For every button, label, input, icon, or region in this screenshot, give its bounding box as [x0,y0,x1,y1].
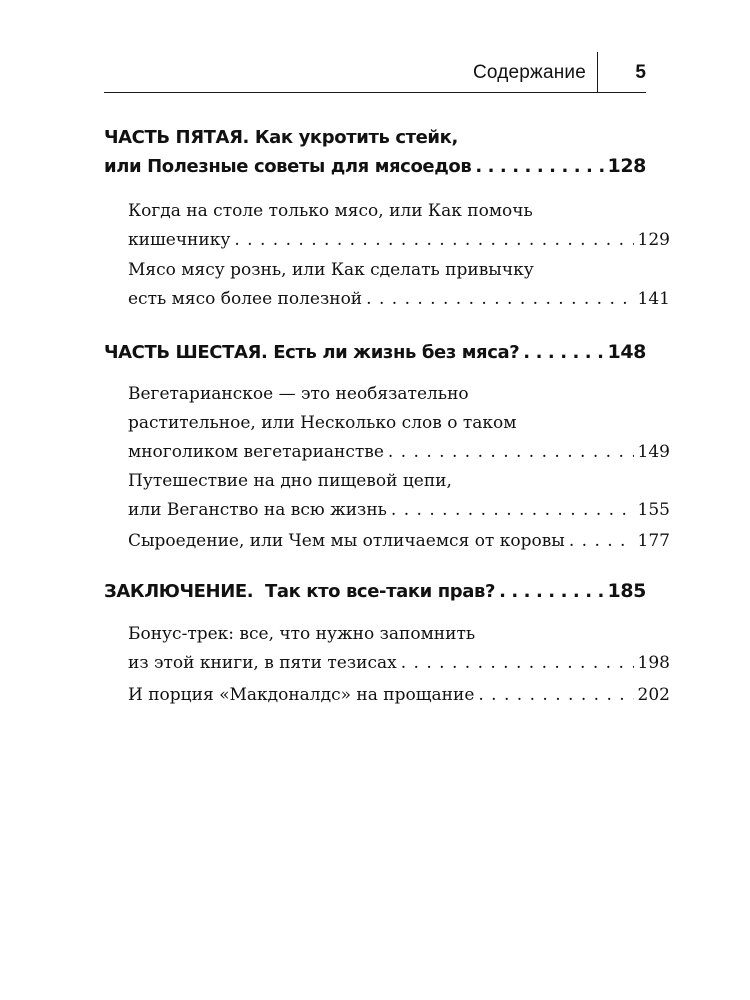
leader-dots [234,226,633,255]
leader-dots [391,496,634,525]
toc-part-6-title: ЧАСТЬ ШЕСТАЯ. Есть ли жизнь без мяса? . . . 148 [104,338,646,367]
toc-entry[interactable]: Вегетарианское — это необязательно растительное, или Несколько слов о таком многоликом вегетарианстве . . . 149 [104,380,670,467]
toc-conclusion[interactable] [104,577,646,606]
toc-entry[interactable]: Когда на столе только мясо, или Как помочь кишечнику . . . 129 [104,197,670,255]
header-divider [597,52,598,92]
toc-entry[interactable]: Сыроедение, или Чем мы отличаемся от коровы . . . 177 [104,527,670,556]
toc-page-number: 155 [637,500,670,520]
toc-page-number: 128 [607,155,646,177]
toc-page-number: 149 [637,442,670,462]
leader-dots [478,681,633,710]
toc-entry[interactable]: Путешествие на дно пищевой цепи, или Веганство на всю жизнь . . . 155 [104,467,670,525]
toc-entry[interactable]: Бонус-трек: все, что нужно запомнить из этой книги, в пяти тезисах . . . 198 [104,620,670,678]
toc-conclusion-title: ЗАКЛЮЧЕНИЕ. Так кто все-таки прав? . . . 185 [104,577,646,606]
leader-dots [401,649,634,678]
leader-dots [499,577,603,606]
header-title: Содержание [472,62,586,83]
toc-entry[interactable]: Мясо мясу рознь, или Как сделать привычку есть мясо более полезной . . . 141 [104,256,670,314]
toc-part-6[interactable] [104,338,646,367]
toc-part-5-title-line-2: или Полезные советы для мясоедов . . . 128 [104,152,646,181]
leader-dots [523,338,603,367]
toc-page-number: 141 [637,289,670,309]
toc-part-5-title-line-1: ЧАСТЬ ПЯТАЯ. Как укротить стейк, [104,127,458,148]
leader-dots [366,285,633,314]
toc-part-5[interactable] [104,123,646,181]
leader-dots [569,527,634,556]
toc-page-number: 129 [637,230,670,250]
toc-page-number: 198 [637,653,670,673]
leader-dots [475,152,603,181]
leader-dots [388,438,634,467]
toc-entry[interactable]: И порция «Макдоналдс» на прощание . . . 202 [104,681,670,710]
header-page-number: 5 [635,62,646,83]
toc-page-number: 185 [607,580,646,602]
toc-page-number: 177 [637,531,670,551]
toc-page-number: 202 [637,685,670,705]
toc-page-number: 148 [607,341,646,363]
running-header [104,52,646,93]
